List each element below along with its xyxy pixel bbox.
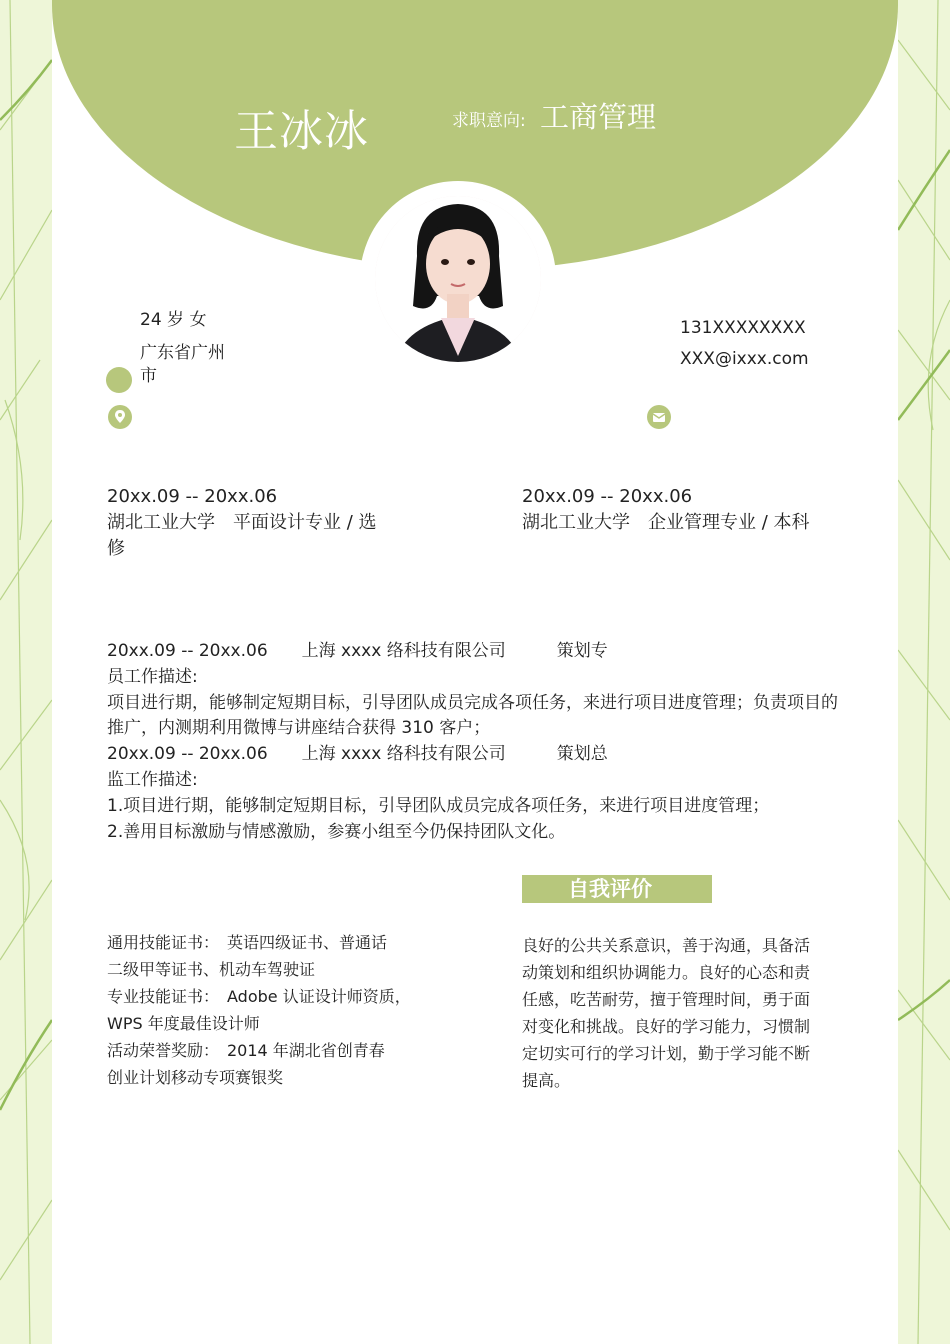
- profile-photo: [375, 196, 541, 362]
- work-line-1: 20xx.09 -- 20xx.06 上海 xxxx 络科技有限公司 策划专: [107, 641, 608, 661]
- education-2-line1: 湖北工业大学 企业管理专业 / 本科: [522, 512, 810, 533]
- self-eval-line-6: 提高。: [522, 1071, 571, 1090]
- cert-line-3: 专业技能证书： Adobe 认证设计师资质，: [107, 987, 411, 1006]
- cert-line-5: 活动荣誉奖励： 2014 年湖北省创青春: [107, 1041, 385, 1060]
- work-line-3: 项目进行期，能够制定短期目标，引导团队成员完成各项任务，来进行项目进度管理；负责项目的: [107, 693, 838, 713]
- leaf-pattern-right: [898, 0, 950, 1344]
- work-line-6: 监工作描述:: [107, 770, 198, 790]
- mail-icon: [647, 405, 671, 429]
- location-icon: [108, 405, 132, 429]
- self-eval-line-3: 任感，吃苦耐劳，擅于管理时间，勇于面: [522, 990, 811, 1009]
- self-eval-line-5: 定切实可行的学习计划，勤于学习能不断: [522, 1044, 811, 1063]
- work-line-2: 员工作描述:: [107, 667, 198, 687]
- email-address: XXX@ixxx.com: [680, 349, 809, 369]
- work-line-5: 20xx.09 -- 20xx.06 上海 xxxx 络科技有限公司 策划总: [107, 744, 608, 764]
- education-1-line2: 修: [107, 538, 125, 559]
- cert-line-1: 通用技能证书： 英语四级证书、普通话: [107, 933, 388, 952]
- work-line-7: 1.项目进行期，能够制定短期目标，引导团队成员完成各项任务，来进行项目进度管理；: [107, 796, 770, 816]
- phone-number: 131XXXXXXXX: [680, 318, 806, 338]
- work-line-8: 2.善用目标激励与情感激励，参赛小组至今仍保持团队文化。: [107, 822, 566, 842]
- leaf-pattern-left: [0, 0, 52, 1344]
- self-eval-line-4: 对变化和挑战。良好的学习能力，习惯制: [522, 1017, 811, 1036]
- resume-page: [52, 0, 898, 1344]
- job-intent-value: 工商管理: [540, 100, 657, 134]
- education-1-period: 20xx.09 -- 20xx.06: [107, 486, 278, 507]
- job-intent-label: 求职意向:: [452, 111, 526, 131]
- education-2-period: 20xx.09 -- 20xx.06: [522, 486, 693, 507]
- self-eval-line-1: 良好的公共关系意识，善于沟通，具备活: [522, 936, 811, 955]
- location-line2: 市: [140, 366, 157, 386]
- cert-line-4: WPS 年度最佳设计师: [107, 1014, 260, 1033]
- decor-dot: [106, 367, 132, 393]
- age-gender: 24 岁 女: [140, 310, 207, 330]
- right-leaf-border: [898, 0, 950, 1344]
- candidate-name: 王冰冰: [234, 106, 369, 157]
- work-line-4: 推广，内测期利用微博与讲座结合获得 310 客户；: [107, 718, 491, 738]
- location-line1: 广东省广州: [140, 343, 225, 363]
- education-1-line1: 湖北工业大学 平面设计专业 / 选: [107, 512, 377, 533]
- self-eval-line-2: 动策划和组织协调能力。良好的心态和责: [522, 963, 811, 982]
- cert-line-6: 创业计划移动专项赛银奖: [107, 1068, 284, 1087]
- left-leaf-border: [0, 0, 52, 1344]
- self-evaluation-title: 自我评价: [522, 875, 712, 903]
- cert-line-2: 二级甲等证书、机动车驾驶证: [107, 960, 316, 979]
